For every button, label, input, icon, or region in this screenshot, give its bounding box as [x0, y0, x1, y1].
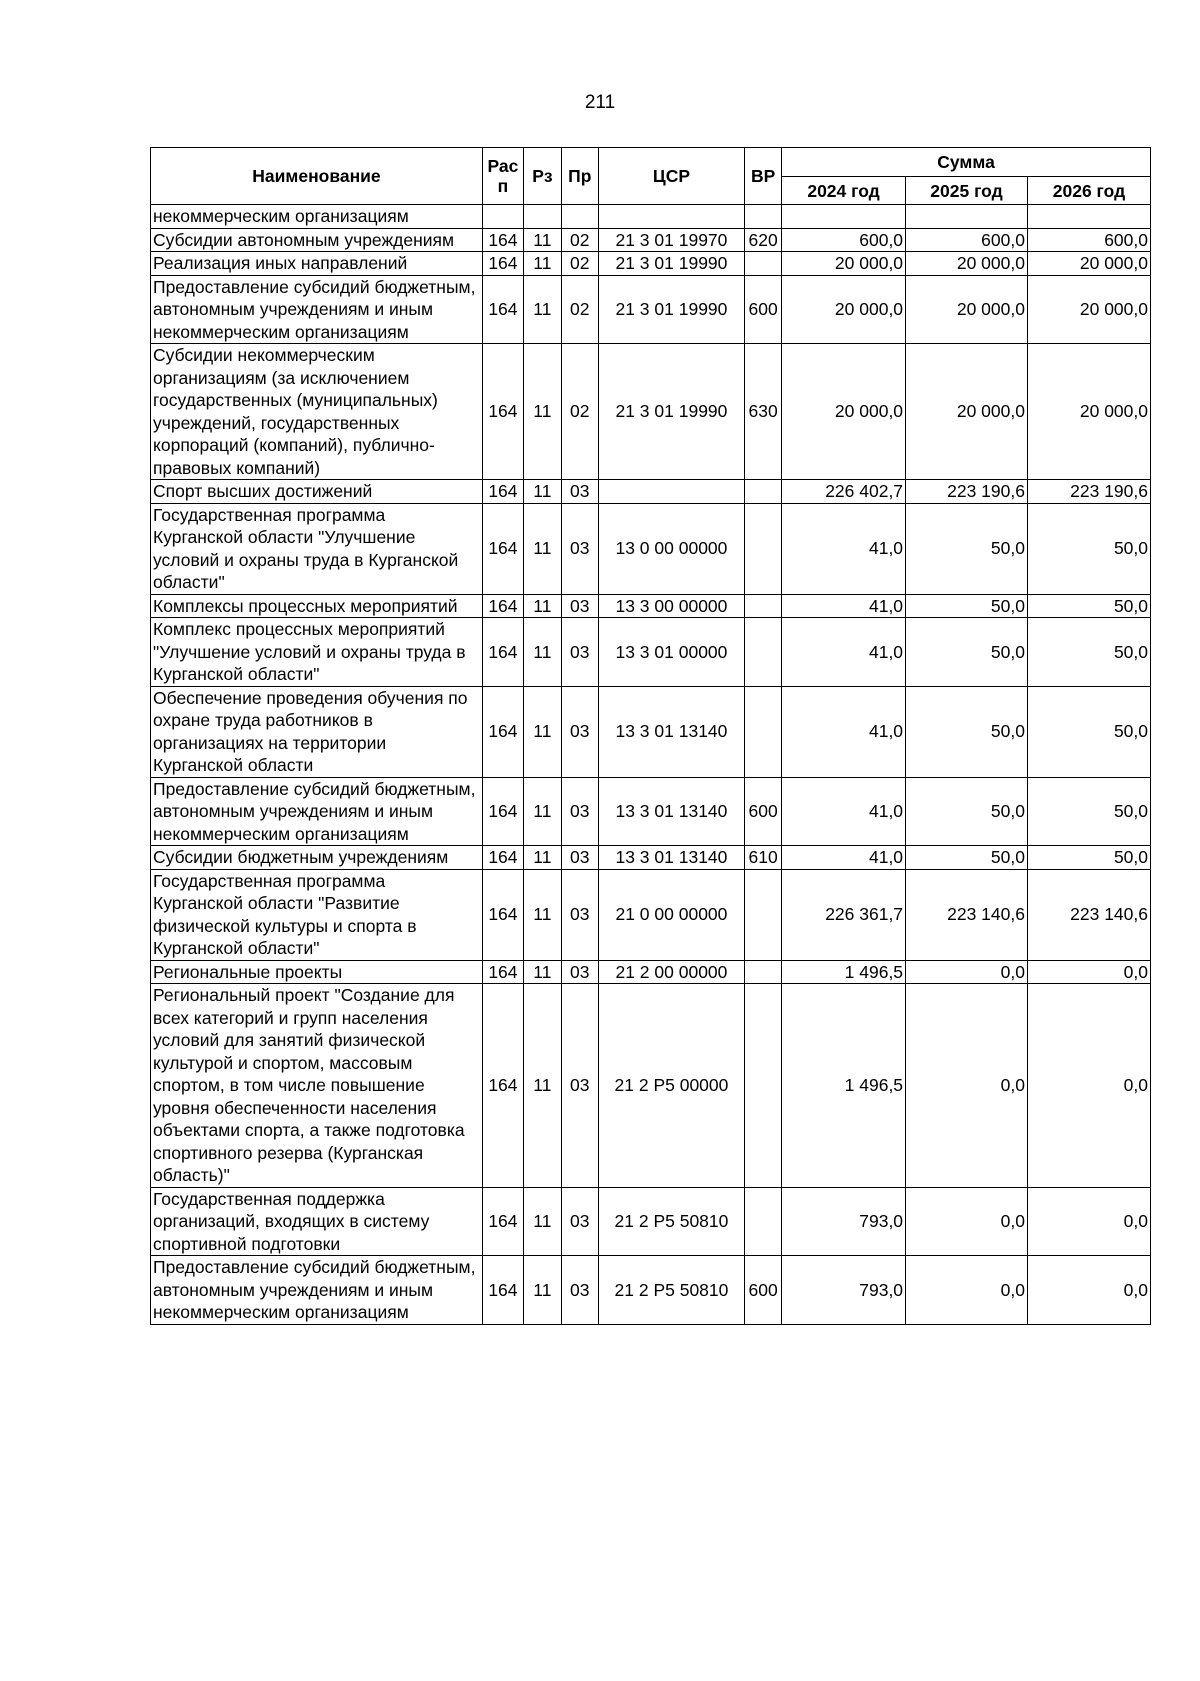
header-sum: Сумма	[782, 148, 1151, 177]
cell-csr: 21 3 01 19990	[598, 275, 745, 344]
cell-rasp: 164	[482, 594, 523, 618]
cell-2026	[1027, 205, 1150, 229]
cell-2024: 226 402,7	[782, 480, 906, 504]
cell-vr: 600	[745, 275, 782, 344]
cell-2025: 50,0	[906, 503, 1028, 594]
cell-pr: 02	[561, 344, 598, 480]
cell-csr: 13 3 01 13140	[598, 686, 745, 777]
cell-csr: 13 3 00 00000	[598, 594, 745, 618]
cell-2026: 50,0	[1027, 503, 1150, 594]
cell-2024: 793,0	[782, 1187, 906, 1256]
cell-2025: 600,0	[906, 228, 1028, 252]
cell-2025: 0,0	[906, 1187, 1028, 1256]
cell-2026: 50,0	[1027, 846, 1150, 870]
table-row	[151, 480, 1151, 504]
cell-name: Субсидии автономным учреждениям	[151, 228, 483, 252]
table-row	[151, 252, 1151, 276]
cell-rz: 11	[523, 960, 561, 984]
cell-rasp: 164	[482, 480, 523, 504]
cell-pr: 03	[561, 594, 598, 618]
cell-name: Региональный проект "Создание для всех категорий и групп населения условий для занятий физической культурой и спортом, массовым спортом, в том числе повышение уровня обеспеченности населения объектами спорта, а также подготовка спортивного резерва (Курганская область)"	[151, 984, 483, 1188]
cell-pr: 03	[561, 984, 598, 1188]
cell-2025: 223 140,6	[906, 869, 1028, 960]
table-row	[151, 869, 1151, 960]
cell-2026: 50,0	[1027, 618, 1150, 687]
cell-2024: 20 000,0	[782, 275, 906, 344]
cell-2025: 50,0	[906, 686, 1028, 777]
cell-2025: 0,0	[906, 1256, 1028, 1325]
cell-2026: 20 000,0	[1027, 252, 1150, 276]
cell-rasp: 164	[482, 960, 523, 984]
table-row	[151, 344, 1151, 480]
cell-2026: 50,0	[1027, 686, 1150, 777]
cell-2025: 20 000,0	[906, 344, 1028, 480]
cell-name: Спорт высших достижений	[151, 480, 483, 504]
cell-2024	[782, 205, 906, 229]
cell-pr	[561, 205, 598, 229]
cell-rz: 11	[523, 984, 561, 1188]
cell-vr	[745, 960, 782, 984]
cell-rz: 11	[523, 1256, 561, 1325]
cell-pr: 03	[561, 480, 598, 504]
cell-csr: 21 2 P5 50810	[598, 1256, 745, 1325]
cell-csr: 21 3 01 19990	[598, 252, 745, 276]
cell-2025: 20 000,0	[906, 252, 1028, 276]
cell-vr	[745, 205, 782, 229]
cell-2024: 41,0	[782, 777, 906, 846]
cell-rasp: 164	[482, 1187, 523, 1256]
cell-rz: 11	[523, 252, 561, 276]
cell-rz: 11	[523, 344, 561, 480]
cell-csr: 13 3 01 00000	[598, 618, 745, 687]
cell-csr: 21 3 01 19990	[598, 344, 745, 480]
cell-name: Предоставление субсидий бюджетным, автономным учреждениям и иным некоммерческим организациям	[151, 275, 483, 344]
cell-2026: 600,0	[1027, 228, 1150, 252]
cell-pr: 03	[561, 1187, 598, 1256]
cell-2026: 20 000,0	[1027, 275, 1150, 344]
cell-rz	[523, 205, 561, 229]
cell-rasp	[482, 205, 523, 229]
header-year-2026: 2026 год	[1027, 177, 1150, 205]
table-row	[151, 594, 1151, 618]
cell-name: Субсидии некоммерческим организациям (за исключением государственных (муниципальных) учреждений, государственных корпораций (компаний), публично-правовых компаний)	[151, 344, 483, 480]
cell-pr: 02	[561, 275, 598, 344]
cell-pr: 03	[561, 777, 598, 846]
cell-csr: 13 3 01 13140	[598, 846, 745, 870]
cell-2026: 50,0	[1027, 594, 1150, 618]
cell-csr: 13 3 01 13140	[598, 777, 745, 846]
cell-2025: 50,0	[906, 594, 1028, 618]
cell-2025: 0,0	[906, 984, 1028, 1188]
cell-2026: 20 000,0	[1027, 344, 1150, 480]
cell-2025: 223 190,6	[906, 480, 1028, 504]
cell-name: Комплексы процессных мероприятий	[151, 594, 483, 618]
cell-name: некоммерческим организациям	[151, 205, 483, 229]
cell-rasp: 164	[482, 777, 523, 846]
cell-2025: 50,0	[906, 618, 1028, 687]
cell-2024: 20 000,0	[782, 344, 906, 480]
table-row	[151, 503, 1151, 594]
cell-vr	[745, 618, 782, 687]
cell-rz: 11	[523, 618, 561, 687]
cell-csr	[598, 205, 745, 229]
header-pr: Пр	[561, 148, 598, 205]
cell-rasp: 164	[482, 503, 523, 594]
header-row-top	[151, 148, 1151, 177]
cell-csr: 21 0 00 00000	[598, 869, 745, 960]
cell-csr: 21 2 P5 50810	[598, 1187, 745, 1256]
cell-pr: 02	[561, 228, 598, 252]
cell-2026: 0,0	[1027, 960, 1150, 984]
cell-pr: 02	[561, 252, 598, 276]
cell-rz: 11	[523, 869, 561, 960]
cell-2024: 20 000,0	[782, 252, 906, 276]
cell-name: Комплекс процессных мероприятий "Улучшение условий и охраны труда в Курганской области"	[151, 618, 483, 687]
cell-pr: 03	[561, 869, 598, 960]
header-year-2025: 2025 год	[906, 177, 1028, 205]
cell-2026: 223 140,6	[1027, 869, 1150, 960]
cell-2024: 41,0	[782, 594, 906, 618]
table-row	[151, 1187, 1151, 1256]
cell-2024: 41,0	[782, 846, 906, 870]
cell-vr	[745, 252, 782, 276]
cell-pr: 03	[561, 1256, 598, 1325]
cell-csr: 21 2 P5 00000	[598, 984, 745, 1188]
cell-2026: 223 190,6	[1027, 480, 1150, 504]
table-row	[151, 1256, 1151, 1325]
table-row	[151, 777, 1151, 846]
table-row	[151, 686, 1151, 777]
cell-vr: 600	[745, 1256, 782, 1325]
cell-vr	[745, 1187, 782, 1256]
table-row	[151, 205, 1151, 229]
table-row	[151, 984, 1151, 1188]
header-rz: Рз	[523, 148, 561, 205]
table-row	[151, 960, 1151, 984]
cell-vr	[745, 594, 782, 618]
table-row	[151, 228, 1151, 252]
table-row	[151, 846, 1151, 870]
cell-rasp: 164	[482, 1256, 523, 1325]
cell-vr	[745, 480, 782, 504]
cell-2025: 50,0	[906, 846, 1028, 870]
cell-2024: 41,0	[782, 503, 906, 594]
cell-rz: 11	[523, 594, 561, 618]
cell-2025: 20 000,0	[906, 275, 1028, 344]
cell-rasp: 164	[482, 618, 523, 687]
cell-vr	[745, 686, 782, 777]
cell-rz: 11	[523, 846, 561, 870]
cell-2026: 50,0	[1027, 777, 1150, 846]
cell-rasp: 164	[482, 252, 523, 276]
cell-pr: 03	[561, 503, 598, 594]
cell-rz: 11	[523, 1187, 561, 1256]
cell-rasp: 164	[482, 869, 523, 960]
header-vr: ВР	[745, 148, 782, 205]
table-body	[151, 205, 1151, 1325]
cell-name: Государственная программа Курганской области "Улучшение условий и охраны труда в Курганской области"	[151, 503, 483, 594]
cell-rz: 11	[523, 686, 561, 777]
table-row	[151, 275, 1151, 344]
cell-rasp: 164	[482, 344, 523, 480]
cell-name: Государственная поддержка организаций, входящих в систему спортивной подготовки	[151, 1187, 483, 1256]
cell-csr: 21 2 00 00000	[598, 960, 745, 984]
cell-2024: 600,0	[782, 228, 906, 252]
cell-rasp: 164	[482, 846, 523, 870]
cell-name: Региональные проекты	[151, 960, 483, 984]
cell-rasp: 164	[482, 275, 523, 344]
cell-2026: 0,0	[1027, 1187, 1150, 1256]
cell-vr: 600	[745, 777, 782, 846]
header-year-2024: 2024 год	[782, 177, 906, 205]
cell-name: Предоставление субсидий бюджетным, автономным учреждениям и иным некоммерческим организациям	[151, 1256, 483, 1325]
cell-2024: 1 496,5	[782, 960, 906, 984]
cell-rz: 11	[523, 275, 561, 344]
cell-vr: 610	[745, 846, 782, 870]
cell-2025	[906, 205, 1028, 229]
cell-2024: 41,0	[782, 618, 906, 687]
cell-name: Реализация иных направлений	[151, 252, 483, 276]
cell-rz: 11	[523, 503, 561, 594]
cell-rz: 11	[523, 777, 561, 846]
cell-csr: 13 0 00 00000	[598, 503, 745, 594]
cell-csr	[598, 480, 745, 504]
cell-vr	[745, 869, 782, 960]
cell-rz: 11	[523, 480, 561, 504]
cell-2024: 226 361,7	[782, 869, 906, 960]
budget-table	[150, 147, 1151, 1325]
cell-vr	[745, 984, 782, 1188]
cell-rz: 11	[523, 228, 561, 252]
cell-2024: 1 496,5	[782, 984, 906, 1188]
cell-vr: 620	[745, 228, 782, 252]
header-rasp: Рас п	[482, 148, 523, 205]
table-row	[151, 618, 1151, 687]
cell-vr: 630	[745, 344, 782, 480]
cell-name: Предоставление субсидий бюджетным, автономным учреждениям и иным некоммерческим организациям	[151, 777, 483, 846]
cell-csr: 21 3 01 19970	[598, 228, 745, 252]
cell-name: Субсидии бюджетным учреждениям	[151, 846, 483, 870]
cell-rasp: 164	[482, 228, 523, 252]
cell-2026: 0,0	[1027, 1256, 1150, 1325]
cell-pr: 03	[561, 686, 598, 777]
cell-2025: 50,0	[906, 777, 1028, 846]
page-number: 211	[584, 92, 616, 113]
cell-2024: 793,0	[782, 1256, 906, 1325]
cell-pr: 03	[561, 846, 598, 870]
header-csr: ЦСР	[598, 148, 745, 205]
cell-2025: 0,0	[906, 960, 1028, 984]
cell-name: Обеспечение проведения обучения по охране труда работников в организациях на территории Курганской области	[151, 686, 483, 777]
cell-pr: 03	[561, 618, 598, 687]
cell-pr: 03	[561, 960, 598, 984]
header-name: Наименование	[151, 148, 483, 205]
cell-vr	[745, 503, 782, 594]
cell-2026: 0,0	[1027, 984, 1150, 1188]
cell-rasp: 164	[482, 984, 523, 1188]
cell-rasp: 164	[482, 686, 523, 777]
cell-2024: 41,0	[782, 686, 906, 777]
cell-name: Государственная программа Курганской области "Развитие физической культуры и спорта в Курганской области"	[151, 869, 483, 960]
